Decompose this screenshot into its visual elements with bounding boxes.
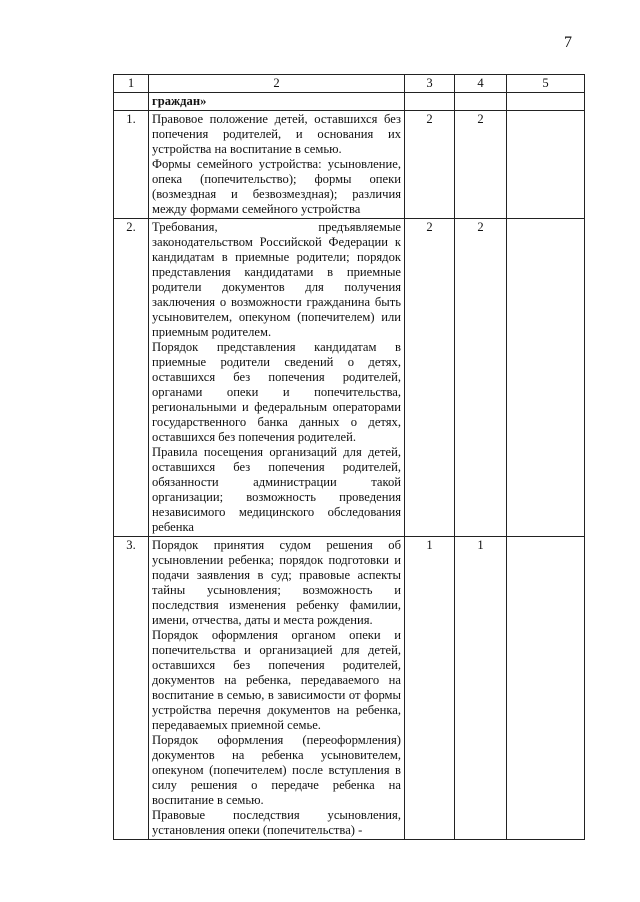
page-number: 7 (564, 34, 572, 51)
hours-cell: 1 (455, 537, 507, 840)
hours-cell: 2 (455, 219, 507, 537)
topic-paragraph: Правовые последствия усыновления, установления опеки (попечительства) - (152, 808, 401, 837)
topic-paragraph: Порядок представления кандидатам в приемные родители сведений о детях, оставшихся без попечения родителей, органами опеки и попечительства, региональными и федеральным операторами государственного банка данных о детях, оставшихся без попечения родителей. (152, 340, 401, 444)
row-number: 1. (114, 111, 149, 219)
header-cell: 3 (405, 75, 455, 93)
topic-paragraph: Порядок оформления органом опеки и попечительства и организацией для детей, оставшихся без попечения родителей, документов на ребенка, передаваемого на воспитание в семью, в зависимости от формы устройства перечня документов на ребенка, передаваемых приемной семье. (152, 628, 401, 732)
topic-cell (149, 111, 405, 219)
empty-cell (507, 537, 585, 840)
header-cell: 4 (455, 75, 507, 93)
topic-paragraph: Порядок оформления (переоформления) документов на ребенка усыновителем, опекуном (попечителем) после вступления в силу решения о передаче ребенка на воспитание в семью. (152, 733, 401, 807)
table-row (114, 93, 585, 111)
topic-cell (149, 219, 405, 537)
table-row (114, 537, 585, 840)
empty-cell (507, 111, 585, 219)
empty-cell (507, 219, 585, 537)
topic-cell (149, 537, 405, 840)
continuation-text: граждан» (149, 93, 405, 111)
topic-paragraph: Требования, предъявляемые законодательством Российской Федерации к кандидатам в приемные родители; порядок представления кандидатами в приемные родители документов для получения заключения о возможности гражданина быть усыновителем, опекуном (попечителем) или приемным родителем. (152, 220, 401, 339)
table-row (114, 111, 585, 219)
hours-cell: 2 (405, 111, 455, 219)
header-cell: 5 (507, 75, 585, 93)
hours-cell: 2 (455, 111, 507, 219)
topic-paragraph: Формы семейного устройства: усыновление, опека (попечительство); формы опеки (возмездная и безвозмездная); различия между формами семейного устройства (152, 157, 401, 216)
row-number: 3. (114, 537, 149, 840)
topic-paragraph: Правила посещения организаций для детей, оставшихся без попечения родителей, обязанности администрации такой организации; возможность проведения независимого медицинского обследования ребенка (152, 445, 401, 534)
table-header-row (114, 75, 585, 93)
header-cell: 1 (114, 75, 149, 93)
hours-cell: 2 (405, 219, 455, 537)
header-cell: 2 (149, 75, 405, 93)
topic-paragraph: Порядок принятия судом решения об усыновлении ребенка; порядок подготовки и подачи заявления в суд; правовые аспекты тайны усыновления; возможность и последствия изменения ребенку фамилии, имени, отчества, даты и места рождения. (152, 538, 401, 627)
table-row (114, 219, 585, 537)
topic-paragraph: Правовое положение детей, оставшихся без попечения родителей, и основания их устройства на воспитание в семью. (152, 112, 401, 156)
row-number: 2. (114, 219, 149, 537)
hours-cell: 1 (405, 537, 455, 840)
curriculum-table (113, 74, 585, 840)
